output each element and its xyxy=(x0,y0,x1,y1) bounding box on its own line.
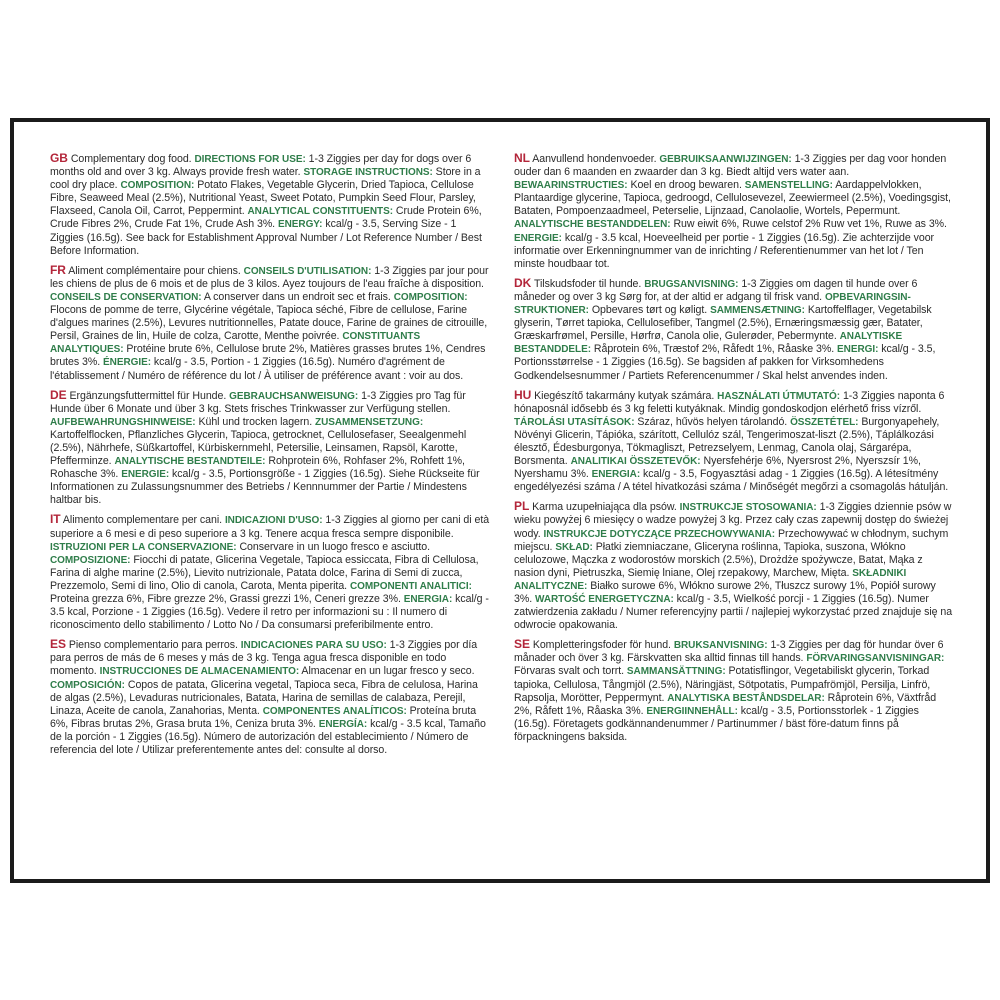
section-heading: ENERGIA: xyxy=(591,469,641,481)
section-text: Potato Flakes, Vegetable Glycerin, Dried Tapioca, Cellulose Fibre, Seaweed Meal (2.5%), Nutritional Yeast, Sweet Potato, Pumpkin Seed Flour, Parsley, Flaxseed, Canola Oil, Carrot, Peppermint. xyxy=(50,179,476,218)
language-code: ES xyxy=(50,637,66,652)
section-heading: ANALYTISKA BESTÅNDSDELAR: xyxy=(667,692,825,704)
section-heading: ZUSAMMENSETZUNG: xyxy=(315,416,424,428)
section-heading: DIRECTIONS FOR USE: xyxy=(194,154,306,165)
section-text: kcal/g - 3.5, Portionsstorlek - 1 Ziggies (16.5g). Företagets godkännandenummer / Partinummer / bäst före-datum finns på förpackningens baksida. xyxy=(514,704,919,743)
section-text: Proteína bruta 6%, Fibras brutas 2%, Grasa bruta 1%, Ceniza bruta 3%. xyxy=(50,704,477,730)
language-block-pl xyxy=(514,500,954,632)
section-heading: ENERGIINNEHÅLL: xyxy=(646,705,738,717)
right-column xyxy=(514,152,954,750)
language-block-se xyxy=(514,638,954,744)
language-code: FR xyxy=(50,262,66,277)
section-text: Copos de patata, Glicerina vegetal, Tapioca seca, Fibra de celulosa, Harina de algas (2.5%), Levaduras nutricionales, Batata, Harina de semillas de calabaza, Perejil, Linaza, Aceite de canola, Zanahorias, Menta. xyxy=(50,678,478,717)
section-text: kcal/g - 3.5, Wielkość porcji - 1 Ziggies (16.5g). Numer zatwierdzenia zakładu / Numer referencyjny partii / najlepiej wykorzystać przed znajduje się na odwrocie opakowania. xyxy=(514,593,953,632)
section-heading: SAMENSTELLING: xyxy=(744,180,833,192)
section-heading: ENERGIE: xyxy=(121,469,170,481)
section-text: kcal/g - 3.5 kcal, Porzione - 1 Ziggies (16.5g). Vedere il retro per informazioni su : Il numero di riconoscimento dello stabilimento / Lotto No / Da consumarsi preferibilmente entro. xyxy=(50,593,489,632)
section-heading: ANALYTISCHE BESTANDDELEN: xyxy=(514,219,671,231)
language-block-fr xyxy=(50,264,490,383)
section-text: Ergänzungsfuttermittel für Hunde. xyxy=(69,389,230,402)
section-text: Almacenar en un lugar fresco y seco. xyxy=(299,665,475,678)
section-text: 1-3 Ziggies per dag voor honden ouder dan 6 maanden en zwaarder dan 3 kg. Biedt altijd vers water aan. xyxy=(514,153,947,179)
section-text: Burgonyapehely, Növényi Glicerin, Tápióka, szárított, Cellulóz szál, Tengerimoszat-liszt (2.5%), Táplálkozási élesztő, Édesburgonya, Tökmagliszt, Petrezselyem, Lenmag, Canola olaj, Sárgarépa, Borsmenta. xyxy=(514,415,940,468)
language-code: PL xyxy=(514,499,530,514)
section-text: Kartoffelflager, Vegetabilsk glyserin, Tørret tapioka, Cellulosefiber, Tangmel (2.5%), Ernæringsmæssig gær, Batater, Græskarfrømel, Persille, Hørfrø, Canola olie, Gulerøder, Pebermynte. xyxy=(514,304,932,343)
section-text: 1-3 Ziggies par jour pour les chiens de plus de 6 mois et de plus de 3 kilos. Ayez toujours de l'eau fraîche à disposition. xyxy=(50,264,489,290)
section-heading: ANALYTISKE BESTANDDELE: xyxy=(514,331,903,356)
language-code: NL xyxy=(514,151,530,165)
section-text: Białko surowe 6%, Włókno surowe 2%, Tłuszcz surowy 1%, Popiół surowy 3%. xyxy=(514,579,936,605)
section-text: Crude Protein 6%, Crude Fibres 2%, Crude Fat 1%, Crude Ash 3%. xyxy=(50,205,482,231)
section-text: 1-3 Ziggies por día para perros de más de 6 meses y más de 3 kg. Tenga agua fresca disponible en todo momento. xyxy=(50,639,478,678)
section-text: Pienso complementario para perros. xyxy=(68,639,241,652)
section-text: 1-3 Ziggies per day for dogs over 6 months old and over 3 kg. Always provide fresh water. xyxy=(50,153,472,179)
section-heading: COMPOSITION: xyxy=(120,180,195,192)
section-text: Råprotein 6%, Växtfråd 2%, Råfett 1%, Råaska 3%. xyxy=(514,691,937,717)
language-code: SE xyxy=(514,637,530,652)
section-text: Koel en droog bewaren. xyxy=(627,179,745,192)
section-heading: INSTRUCCIONES DE ALMACENAMIENTO: xyxy=(99,666,300,678)
section-heading: ISTRUZIONI PER LA CONSERVAZIONE: xyxy=(50,541,237,553)
language-block-es xyxy=(50,638,490,757)
section-text: Kartoffelflocken, Pflanzliches Glycerin, Tapioca, getrocknet, Cellulosefaser, Seealgenmehl (2.5%), Nährhefe, Süßkartoffel, Kürbiskernmehl, Petersilie, Leinsamen, Rapsöl, Karotte, Pfefferminze. xyxy=(50,428,467,468)
language-code: DE xyxy=(50,387,67,402)
language-block-de xyxy=(50,389,490,508)
section-heading: SAMMANSÄTTNING: xyxy=(626,666,726,678)
section-heading: INDICAZIONI D'USO: xyxy=(224,515,323,527)
section-heading: INSTRUKCJE DOTYCZĄCE PRZECHOWYWANIA: xyxy=(543,528,776,540)
left-column xyxy=(50,152,490,763)
section-heading: TÁROLÁSI UTASÍTÁSOK: xyxy=(514,416,635,428)
section-heading: ANALYTISCHE BESTANDTEILE: xyxy=(114,456,266,468)
section-text: Aanvullend hondenvoeder. xyxy=(532,153,660,165)
section-heading: BEWAARINSTRUCTIES: xyxy=(514,180,628,192)
section-heading: BRUGSANVISNING: xyxy=(644,278,739,290)
section-text: Kompletteringsfoder för hund. xyxy=(532,639,674,652)
section-heading: ÉNERGIE: xyxy=(103,357,151,369)
section-heading: ENERGIA: xyxy=(403,594,453,605)
section-heading: ANALITIKAI ÖSSZETEVŐK: xyxy=(570,456,701,468)
section-text: Przechowywać w chłodnym, suchym miejscu. xyxy=(514,527,949,553)
section-text: Tilskudsfoder til hunde. xyxy=(533,277,645,290)
section-text: Nyersfehérje 6%, Nyersrost 2%, Nyerszsír 1%, Nyershamu 3%. xyxy=(514,455,921,481)
section-text: Płatki ziemniaczane, Gliceryna roślinna, Tapioka, suszona, Włókno celulozowe, Mączka z wodorostów morskich (2.5%), Drożdże spożywcze, Batat, Mąka z nasion dyni, Pietruszka, Siemię lniane, Olej rzepakowy, Marchew, Mięta. xyxy=(514,540,923,579)
language-block-nl xyxy=(514,152,954,271)
section-heading: CONSTITUANTS ANALYTIQUES: xyxy=(50,331,421,356)
section-text: 1-3 Ziggies naponta 6 hónaposnál idősebb és 3 kg feletti kutyáknak. Mindig gondoskodjon elérhető friss vízről. xyxy=(514,389,945,415)
section-text: kcal/g - 3.5, Portion - 1 Ziggies (16.5g). Numéro d'agrément de l'établissement / Numéro de référence du lot / À utiliser de préférence avant : voir au dos. xyxy=(50,356,464,382)
section-text: Fiocchi di patate, Glicerina Vegetale, Tapioca essiccata, Fibra di Cellulosa, Farina di alghe marine (2.5%), Lievito nutrizionale, Patata dolce, Farina di Semi di zucca, Prezzemolo, Semi di lino, Olio di canola, Carota, Menta piperita. xyxy=(50,553,479,592)
section-text: 1-3 Ziggies om dagen til hunde over 6 måneder og over 3 kg Sørg for, at der altid er adgang til frisk vand. xyxy=(514,277,918,303)
section-heading: AUFBEWAHRUNGSHINWEISE: xyxy=(50,416,196,428)
section-text: kcal/g - 3.5 kcal, Hoeveelheid per portie - 1 Ziggies (16.5g). Zie achterzijde voor informatie over Erkenningnummer van de inrichting / Referentienummer van het lot / Ten minste houdbaar tot. xyxy=(514,231,935,270)
section-text: Flocons de pomme de terre, Glycérine végétale, Tapioca séché, Fibre de cellulose, Farine d'algues marines (2.5%), Levures nutritionnelles, Patate douce, Farine de graines de citrouille, Persil, Graines de lin, Huile de colza, Carotte, Menthe poivrée. xyxy=(50,304,488,343)
section-heading: SKŁAD: xyxy=(555,541,593,553)
section-text: Förvaras svalt och torrt. xyxy=(514,665,627,678)
section-text: Store in a cool dry place. xyxy=(50,166,481,192)
section-heading: WARTOŚĆ ENERGETYCZNA: xyxy=(535,594,674,605)
section-text: kcal/g - 3.5, Fogyasztási adag - 1 Ziggies (16.5g). A létesítmény engedélyezési száma / A tétel hivatkozási száma / Minőségét megőrzi a csomagolás hátulján. xyxy=(514,468,949,494)
language-code: DK xyxy=(514,275,532,290)
section-heading: BRUKSANVISNING: xyxy=(673,640,768,652)
language-block-hu xyxy=(514,389,954,495)
section-text: Rohprotein 6%, Rohfaser 2%, Rohfett 1%, Rohasche 3%. xyxy=(50,455,465,481)
section-heading: ENERGÍA: xyxy=(318,718,368,730)
section-text: kcal/g - 3.5, Portionsstørrelse - 1 Ziggies (16.5g). Se bagsiden af pakken for Virksomhedens Godkendelsesnummer / Partiets Referencenummer / Skal helst anvendes inden. xyxy=(514,343,936,382)
language-code: GB xyxy=(50,151,68,165)
section-heading: STORAGE INSTRUCTIONS: xyxy=(303,167,433,179)
section-text: Alimento complementare per cani. xyxy=(62,514,225,527)
section-heading: GEBRUIKSAANWIJZINGEN: xyxy=(659,154,792,165)
section-text: Potatisflingor, Vegetabiliskt glycerin, Torkad tapioka, Cellulosa, Tångmjöl (2.5%), Näringjäst, Sötpotatis, Pumpafrömjöl, Persilja, Linfrö, Rapsolja, Morötter, Peppermynt. xyxy=(514,665,931,704)
language-block-gb xyxy=(50,152,490,258)
section-heading: COMPOSITION: xyxy=(393,291,468,303)
section-text: Ruw eiwit 6%, Ruwe celstof 2% Ruw vet 1%, Ruwe as 3%. xyxy=(670,218,947,231)
section-heading: COMPONENTI ANALITICI: xyxy=(349,580,472,592)
section-text: Proteina grezza 6%, Fibre grezze 2%, Grassi grezzi 1%, Ceneri grezze 3%. xyxy=(50,593,404,605)
section-text: A conserver dans un endroit sec et frais. xyxy=(201,290,394,303)
section-text: Kühl und trocken lagern. xyxy=(195,415,316,428)
language-code: HU xyxy=(514,387,532,402)
section-text: 1-3 Ziggies al giorno per cani di età superiore a 6 mesi e di peso superiore a 3 kg. Tenere acqua fresca sempre disponibile. xyxy=(50,514,490,540)
section-heading: ÖSSZETÉTEL: xyxy=(790,416,859,428)
section-text: Aardappelvlokken, Plantaardige glycerine, Tapioca, gedroogd, Cellulosevezel, Zeewiermeel (2.5%), Voedingsgist, Bataten, Pompoenzaadmeel, Peterselie, Lijnzaad, Canolaolie, Wortels, Pepermunt. xyxy=(514,179,951,218)
section-text: Complementary dog food. xyxy=(70,153,195,165)
section-text: Råprotein 6%, Træstof 2%, Råfedt 1%, Råaske 3%. xyxy=(591,343,838,356)
section-text: Protéine brute 6%, Cellulose brute 2%, Matières grasses brutes 1%, Cendres brutes 3%. xyxy=(50,343,486,369)
section-text: kcal/g - 3.5, Portionsgröße - 1 Ziggies (16.5g). Siehe Rückseite für Informationen zu Zulassungsnummer des Betriebs / Kennnummer der Partie / Mindestens haltbar bis. xyxy=(50,468,480,507)
section-text: Aliment complémentaire pour chiens. xyxy=(68,264,244,277)
section-heading: SKŁADNIKI ANALITYCZNE: xyxy=(514,567,907,592)
language-block-dk xyxy=(514,277,954,383)
section-text: kcal/g - 3.5, Serving Size - 1 Ziggies (16.5g). See back for Establishment Approval Number / Lot Reference Number / Best Before Information. xyxy=(50,218,482,257)
section-heading: ANALYTICAL CONSTITUENTS: xyxy=(247,206,393,218)
section-heading: COMPONENTES ANALÍTICOS: xyxy=(262,705,407,717)
section-text: 1-3 Ziggies pro Tag für Hunde über 6 Monate und über 3 kg. Stets frisches Trinkwasser zur Verfügung stellen. xyxy=(50,389,466,415)
section-heading: CONSEILS DE CONSERVATION: xyxy=(50,291,202,303)
section-text: Opbevares tørt og køligt. xyxy=(588,304,711,317)
language-block-it xyxy=(50,513,490,632)
section-heading: ENERGI: xyxy=(837,344,879,356)
section-heading: HASZNÁLATI ÚTMUTATÓ: xyxy=(717,390,841,402)
section-heading: OPBEVARINGSIN-STRUKTIONER: xyxy=(514,291,911,317)
section-heading: SAMMENSÆTNING: xyxy=(710,305,805,317)
section-text: Conservare in un luogo fresco e asciutto. xyxy=(236,540,430,553)
section-text: Száraz, hűvös helyen tárolandó. xyxy=(634,415,791,428)
section-text: 1-3 Ziggies per dag för hundar över 6 månader och över 3 kg. Färskvatten ska alltid finnas till hands. xyxy=(514,639,944,665)
section-heading: CONSEILS D'UTILISATION: xyxy=(243,265,372,277)
section-heading: INDICACIONES PARA SU USO: xyxy=(240,640,387,652)
section-text: Kiegészítő takarmány kutyak számára. xyxy=(534,389,718,402)
section-heading: INSTRUKCJE STOSOWANIA: xyxy=(679,502,817,514)
section-text: 1-3 Ziggies dziennie psów w wieku powyżej 6 miesięcy o wadze powyżej 3 kg. Przez cały czas zapewnij dostęp do świeżej wody. xyxy=(514,501,952,540)
label-panel xyxy=(10,118,990,883)
section-heading: GEBRAUCHSANWEISUNG: xyxy=(229,390,359,402)
section-heading: COMPOSIZIONE: xyxy=(50,554,131,566)
section-heading: ENERGIE: xyxy=(514,232,562,244)
section-text: Karma uzupełniająca dla psów. xyxy=(532,501,680,514)
language-code: IT xyxy=(50,512,61,527)
section-heading: ENERGY: xyxy=(277,219,323,231)
section-text: kcal/g - 3.5 kcal, Tamaño de la porción - 1 Ziggies (16.5g). Número de autorización del establecimiento / Número de referencia del lote / Utilizar preferentemente antes del: consulte al dorso. xyxy=(50,717,486,757)
section-heading: COMPOSICIÓN: xyxy=(50,679,125,691)
section-heading: FÖRVARINGSANVISNINGAR: xyxy=(806,653,945,665)
